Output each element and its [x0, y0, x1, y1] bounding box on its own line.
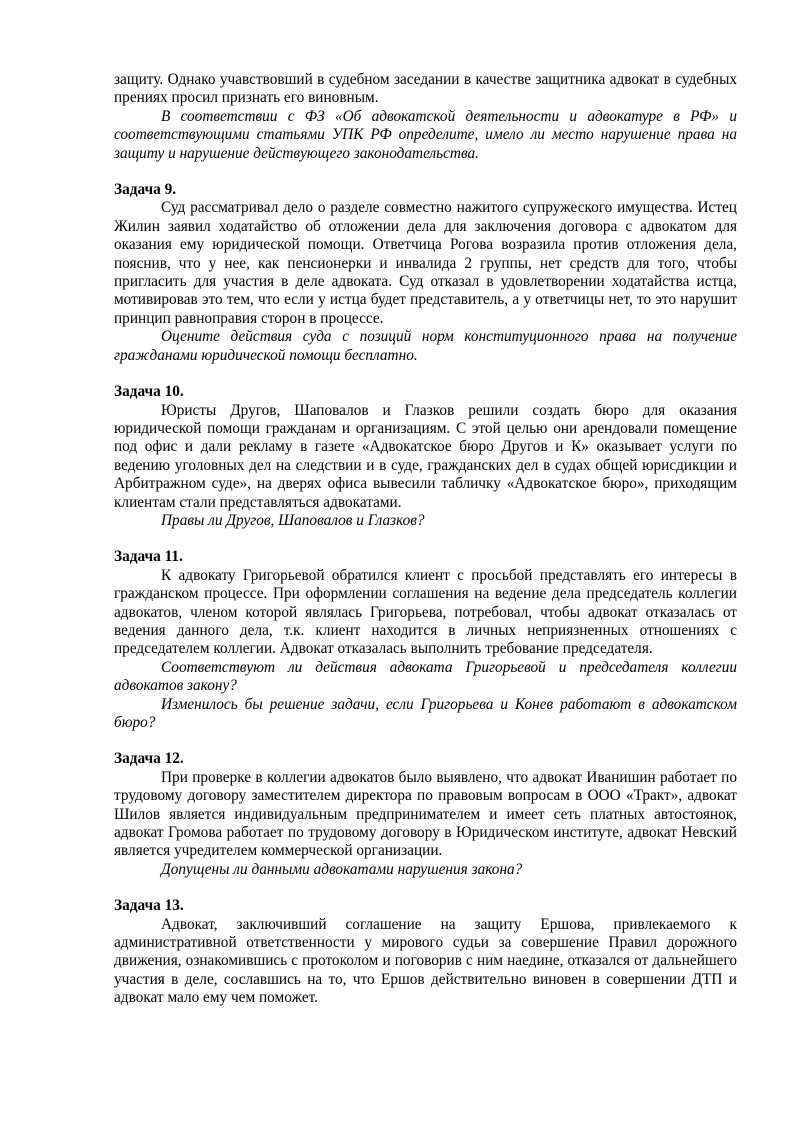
- task-11: [114, 548, 737, 732]
- task-13: [114, 897, 737, 1007]
- task-title: Задача 12.: [114, 750, 184, 768]
- task-text: Адвокат, заключивший соглашение на защиту Ершова, привлекаемого к административной ответственности у мирового судьи за совершение Правил дорожного движения, ознакомившись с протоколом и поговорив с ним наедине, отказался от дальнейшего участия в деле, сославшись на то, что Ершов действительно виновен в совершении ДТП и адвокат мало ему чем поможет.: [114, 915, 737, 1007]
- task-question: Изменилось бы решение задачи, если Григорьева и Конев работают в адвокатском бюро?: [114, 695, 737, 731]
- task-text: Суд рассматривал дело о разделе совместно нажитого супружеского имущества. Истец Жилин заявил ходатайство об отложении дела для заключения договора с адвокатом для оказания ему юридической помощи. Ответчица Рогова возразила против отложения дела, пояснив, что у нее, как пенсионерки и инвалида 2 группы, нет средств для того, чтобы пригласить для участия в деле адвоката. Суд отказал в удовлетворении ходатайства истца, мотивировав это тем, что если у истца будет представитель, а у ответчицы нет, то это нарушит принцип равноправия сторон в процессе.: [114, 199, 737, 327]
- task-title: Задача 9.: [114, 181, 177, 199]
- task-title: Задача 10.: [114, 383, 184, 401]
- task-question: Оцените действия суда с позиций норм конституционного права на получение гражданами юридической помощи бесплатно.: [114, 328, 737, 364]
- task-title: Задача 11.: [114, 548, 183, 566]
- task-text: При проверке в коллегии адвокатов было выявлено, что адвокат Иванишин работает по трудовому договору заместителем директора по правовым вопросам в ООО «Тракт», адвокат Шилов является индивидуальным предпринимателем и имеет сеть платных автостоянок, адвокат Громова работает по трудовому договору в Юридическом институте, адвокат Невский является учредителем коммерческой организации.: [114, 768, 737, 860]
- task-12: [114, 750, 737, 879]
- task-10: [114, 383, 737, 530]
- task-9: [114, 181, 737, 365]
- intro-question: В соответствии с ФЗ «Об адвокатской деятельности и адвокатуре в РФ» и соответствующими статьями УПК РФ определите, имело ли место нарушение права на защиту и нарушение действующего законодательства.: [114, 107, 737, 162]
- task-question: Правы ли Другов, Шаповалов и Глазков?: [161, 511, 425, 529]
- task-text: К адвокату Григорьевой обратился клиент с просьбой представлять его интересы в гражданском процессе. При оформлении соглашения на ведение дела председатель коллегии адвокатов, членом которой являлась Григорьева, потребовал, чтобы адвокат отказалась от ведения данного дела, т.к. клиент находится в личных неприязненных отношениях с председателем коллегии. Адвокат отказалась выполнить требование председателя.: [114, 566, 737, 658]
- task-title: Задача 13.: [114, 897, 184, 915]
- intro-paragraph: защиту. Однако учавствовший в судебном заседании в качестве защитника адвокат в судебных прениях просил признать его виновным.: [114, 71, 737, 107]
- task-question: Допущены ли данными адвокатами нарушения закона?: [161, 860, 523, 878]
- task-question: Соответствуют ли действия адвоката Григорьевой и председателя коллегии адвокатов закону?: [114, 658, 737, 695]
- task-text: Юристы Другов, Шаповалов и Глазков решили создать бюро для оказания юридической помощи гражданам и организациям. С этой целью они арендовали помещение под офис и дали рекламу в газете «Адвокатское бюро Другов и К» оказывает услуги по ведению уголовных дел на следствии и в суде, гражданских дел в судах общей юрисдикции и Арбитражном суде», на дверях офиса вывесили табличку «Адвокатское бюро», приходящим клиентам стали представляться адвокатами.: [114, 401, 737, 511]
